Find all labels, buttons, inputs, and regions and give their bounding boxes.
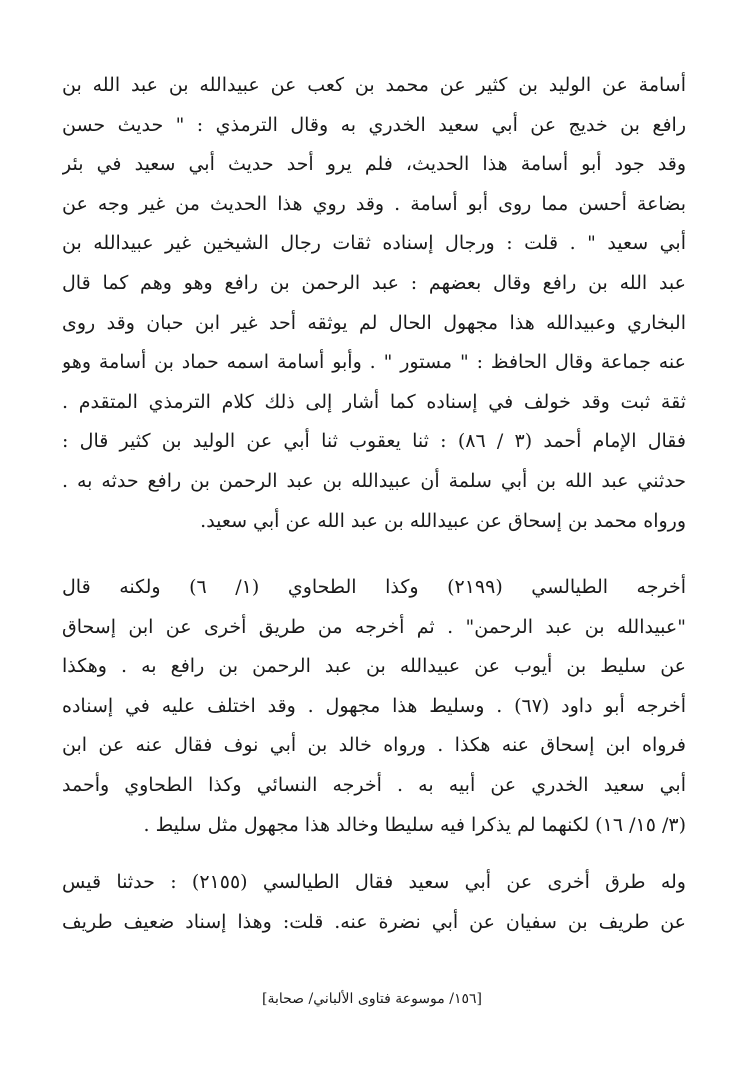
text-line: أبي سعيد " . قلت : ورجال إسناده ثقات رجال الشيخين غير عبيدالله بن: [62, 232, 686, 255]
text-line: أخرجه الطيالسي (٢١٩٩) وكذا الطحاوي (١/ ٦) ولكنه قال: [62, 576, 686, 598]
text-line: فرواه ابن إسحاق عنه هكذا . ورواه خالد بن أبي نوف فقال عنه عن ابن: [62, 734, 686, 757]
text-line: وقد جود أبو أسامة هذا الحديث، فلم يرو أحد حديث أبي سعيد في بئر: [62, 153, 686, 176]
text-line: عن طريف بن سفيان عن أبي نضرة عنه. قلت: وهذا إسناد ضعيف طريف: [62, 910, 686, 933]
text-line: (٣/ ١٥/ ١٦) لكنهما لم يذكرا فيه سليطا وخالد هذا مجهول مثل سليط .: [143, 813, 686, 836]
paragraph-1: [62, 66, 686, 541]
paragraph-3: [62, 863, 686, 942]
text-line: عنه جماعة وقال الحافظ : " مستور " . وأبو أسامة اسمه حماد بن أسامة وهو: [62, 351, 686, 374]
text-line: فقال الإمام أحمد (٣ / ٨٦) : ثنا يعقوب ثنا أبي عن الوليد بن كثير قال :: [62, 430, 686, 453]
text-line: عن سليط بن أيوب عن عبيدالله بن عبد الرحمن بن رافع به . وهكذا: [62, 655, 686, 678]
text-line: وله طرق أخرى عن أبي سعيد فقال الطيالسي (٢١٥٥) : حدثنا قيس: [62, 871, 686, 893]
text-line: أبي سعيد الخدري عن أبيه به . أخرجه النسائي وكذا الطحاوي وأحمد: [62, 773, 686, 796]
text-line: رافع بن خديج عن أبي سعيد الخدري به وقال الترمذي : " حديث حسن: [62, 113, 686, 136]
paragraph-2: [62, 568, 686, 845]
text-line: "عبيدالله بن عبد الرحمن" . ثم أخرجه من طريق أخرى عن ابن إسحاق: [62, 615, 686, 638]
text-line: ورواه محمد بن إسحاق عن عبيدالله بن عبد الله عن أبي سعيد.: [200, 509, 686, 532]
text-line: بضاعة أحسن مما روى أبو أسامة . وقد روي هذا الحديث من غير وجه عن: [62, 192, 686, 215]
text-line: ثقة ثبت وقد خولف في إسناده كما أشار إلى ذلك كلام الترمذي المتقدم .: [62, 390, 686, 413]
text-line: أخرجه أبو داود (٦٧) . وسليط هذا مجهول . وقد اختلف عليه في إسناده: [62, 694, 686, 717]
text-line: عبد الله بن رافع وقال بعضهم : عبد الرحمن بن رافع وهو وهم كما قال: [62, 271, 686, 294]
text-line: البخاري وعبيدالله هذا مجهول الحال لم يوثقه أحد غير ابن حبان وقد روى: [62, 311, 686, 334]
text-line: أسامة عن الوليد بن كثير عن محمد بن كعب عن عبيدالله بن عبد الله بن: [62, 74, 686, 96]
text-line: حدثني عبد الله بن أبي سلمة أن عبيدالله بن عبد الرحمن بن رافع حدثه به .: [62, 469, 686, 492]
page-footer: [١٥٦/ موسوعة فتاوى الألباني/ صحابة]: [262, 991, 482, 1007]
